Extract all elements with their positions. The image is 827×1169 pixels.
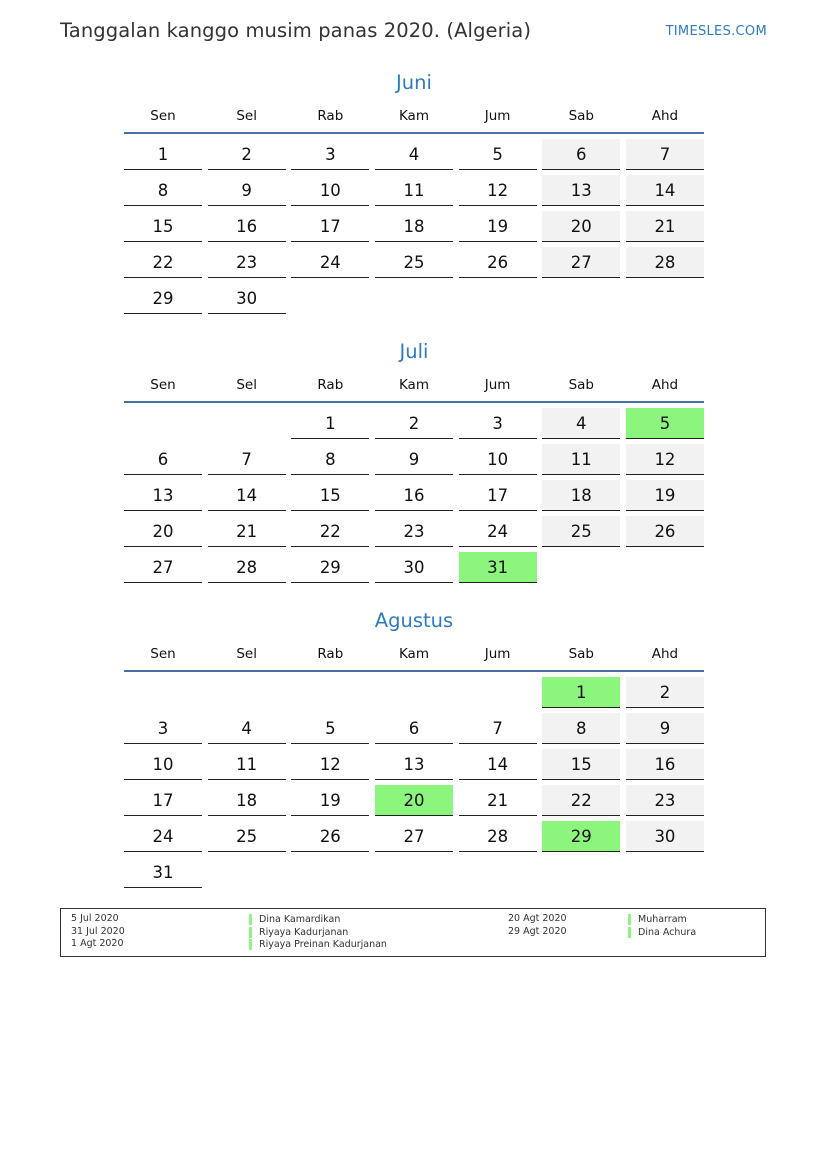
weekday-label: Sel (236, 377, 257, 393)
day-cell: 7 (626, 139, 704, 170)
month-title: Juli (399, 340, 429, 363)
empty-cell (291, 677, 369, 708)
day-cell: 6 (124, 444, 202, 475)
weekday-label: Jum (484, 108, 511, 124)
weekday-label: Sab (568, 377, 594, 393)
holiday-day-cell: 5 (626, 408, 704, 439)
empty-cell (208, 408, 286, 439)
month-july (124, 339, 704, 583)
day-cell: 4 (208, 713, 286, 744)
day-cell: 4 (375, 139, 453, 170)
day-cell: 20 (542, 211, 620, 242)
day-cell: 19 (459, 211, 537, 242)
day-cell: 12 (626, 444, 704, 475)
day-cell: 20 (124, 516, 202, 547)
day-cell: 1 (291, 408, 369, 439)
holiday-day-cell: 20 (375, 785, 453, 816)
day-cell: 18 (542, 480, 620, 511)
weekday-label: Ahd (651, 646, 679, 662)
day-cell: 30 (208, 283, 286, 314)
day-cell: 28 (626, 247, 704, 278)
day-cell: 27 (375, 821, 453, 852)
weekday-label: Rab (317, 108, 344, 124)
empty-cell (124, 677, 202, 708)
day-cell: 12 (291, 749, 369, 780)
day-cell: 3 (291, 139, 369, 170)
month-june (124, 70, 704, 314)
day-cell: 21 (459, 785, 537, 816)
weekday-label: Ahd (651, 377, 679, 393)
day-cell: 2 (208, 139, 286, 170)
weekday-label: Rab (317, 646, 344, 662)
day-cell: 2 (626, 677, 704, 708)
weekday-label: Kam (398, 377, 429, 393)
legend-holiday-name: Muharram (628, 914, 687, 925)
day-cell: 3 (124, 713, 202, 744)
day-cell: 8 (124, 175, 202, 206)
day-cell: 22 (291, 516, 369, 547)
day-cell: 19 (626, 480, 704, 511)
legend-date: 31 Jul 2020 (71, 926, 125, 937)
day-cell: 8 (542, 713, 620, 744)
day-cell: 2 (375, 408, 453, 439)
empty-cell (124, 408, 202, 439)
day-cell: 21 (208, 516, 286, 547)
day-cell: 17 (459, 480, 537, 511)
day-cell: 22 (542, 785, 620, 816)
weekday-label: Kam (398, 108, 429, 124)
legend-holiday-name: Dina Kamardikan (249, 914, 340, 925)
weekday-label: Sab (568, 646, 594, 662)
day-grid (124, 677, 704, 888)
weekday-label: Sel (236, 108, 257, 124)
empty-cell (375, 677, 453, 708)
holiday-day-cell: 29 (542, 821, 620, 852)
holiday-day-cell: 1 (542, 677, 620, 708)
day-cell: 10 (291, 175, 369, 206)
day-cell: 10 (459, 444, 537, 475)
legend-holiday-name: Riyaya Kadurjanan (249, 927, 348, 938)
day-cell: 29 (124, 283, 202, 314)
day-cell: 17 (291, 211, 369, 242)
day-cell: 24 (291, 247, 369, 278)
weekday-label: Jum (484, 646, 511, 662)
day-cell: 12 (459, 175, 537, 206)
day-cell: 17 (124, 785, 202, 816)
day-cell: 24 (124, 821, 202, 852)
day-cell: 23 (208, 247, 286, 278)
day-cell: 16 (208, 211, 286, 242)
day-cell: 13 (542, 175, 620, 206)
day-cell: 7 (459, 713, 537, 744)
day-cell: 5 (291, 713, 369, 744)
month-title: Juni (396, 71, 432, 94)
day-cell: 9 (375, 444, 453, 475)
brand-link[interactable]: TIMESLES.COM (665, 24, 767, 39)
day-cell: 9 (208, 175, 286, 206)
day-cell: 19 (291, 785, 369, 816)
weekday-label: Sen (150, 108, 176, 124)
day-cell: 21 (626, 211, 704, 242)
day-cell: 31 (124, 857, 202, 888)
day-cell: 9 (626, 713, 704, 744)
weekday-header (124, 644, 704, 672)
empty-cell (208, 677, 286, 708)
day-cell: 11 (542, 444, 620, 475)
day-cell: 28 (208, 552, 286, 583)
weekday-label: Sen (150, 646, 176, 662)
day-grid (124, 139, 704, 314)
day-cell: 16 (626, 749, 704, 780)
day-cell: 27 (124, 552, 202, 583)
month-august (124, 608, 704, 888)
day-cell: 11 (375, 175, 453, 206)
weekday-label: Ahd (651, 108, 679, 124)
day-cell: 25 (542, 516, 620, 547)
day-cell: 25 (208, 821, 286, 852)
month-title: Agustus (374, 609, 454, 632)
day-cell: 26 (291, 821, 369, 852)
legend-date: 1 Agt 2020 (71, 938, 124, 949)
legend-date: 20 Agt 2020 (508, 913, 567, 924)
day-cell: 18 (208, 785, 286, 816)
weekday-label: Sab (568, 108, 594, 124)
weekday-label: Jum (484, 377, 511, 393)
day-cell: 4 (542, 408, 620, 439)
day-cell: 14 (208, 480, 286, 511)
day-grid (124, 408, 704, 583)
day-cell: 27 (542, 247, 620, 278)
day-cell: 15 (542, 749, 620, 780)
day-cell: 26 (459, 247, 537, 278)
legend-holiday-name: Dina Achura (628, 927, 696, 938)
day-cell: 6 (542, 139, 620, 170)
day-cell: 28 (459, 821, 537, 852)
day-cell: 26 (626, 516, 704, 547)
day-cell: 15 (291, 480, 369, 511)
weekday-label: Sen (150, 377, 176, 393)
day-cell: 10 (124, 749, 202, 780)
day-cell: 7 (208, 444, 286, 475)
day-cell: 8 (291, 444, 369, 475)
day-cell: 30 (375, 552, 453, 583)
day-cell: 14 (626, 175, 704, 206)
day-cell: 1 (124, 139, 202, 170)
weekday-label: Sel (236, 646, 257, 662)
weekday-label: Kam (398, 646, 429, 662)
day-cell: 24 (459, 516, 537, 547)
day-cell: 29 (291, 552, 369, 583)
day-cell: 13 (124, 480, 202, 511)
day-cell: 6 (375, 713, 453, 744)
page-title: Tanggalan kanggo musim panas 2020. (Algeria) (60, 19, 532, 42)
day-cell: 22 (124, 247, 202, 278)
day-cell: 30 (626, 821, 704, 852)
day-cell: 5 (459, 139, 537, 170)
legend-holiday-name: Riyaya Preinan Kadurjanan (249, 939, 387, 950)
day-cell: 14 (459, 749, 537, 780)
holiday-legend (60, 908, 766, 957)
weekday-header (124, 375, 704, 403)
weekday-header (124, 106, 704, 134)
day-cell: 25 (375, 247, 453, 278)
day-cell: 3 (459, 408, 537, 439)
day-cell: 15 (124, 211, 202, 242)
day-cell: 13 (375, 749, 453, 780)
day-cell: 18 (375, 211, 453, 242)
legend-date: 5 Jul 2020 (71, 913, 119, 924)
holiday-day-cell: 31 (459, 552, 537, 583)
legend-date: 29 Agt 2020 (508, 926, 567, 937)
day-cell: 23 (375, 516, 453, 547)
day-cell: 16 (375, 480, 453, 511)
weekday-label: Rab (317, 377, 344, 393)
empty-cell (459, 677, 537, 708)
day-cell: 11 (208, 749, 286, 780)
day-cell: 23 (626, 785, 704, 816)
